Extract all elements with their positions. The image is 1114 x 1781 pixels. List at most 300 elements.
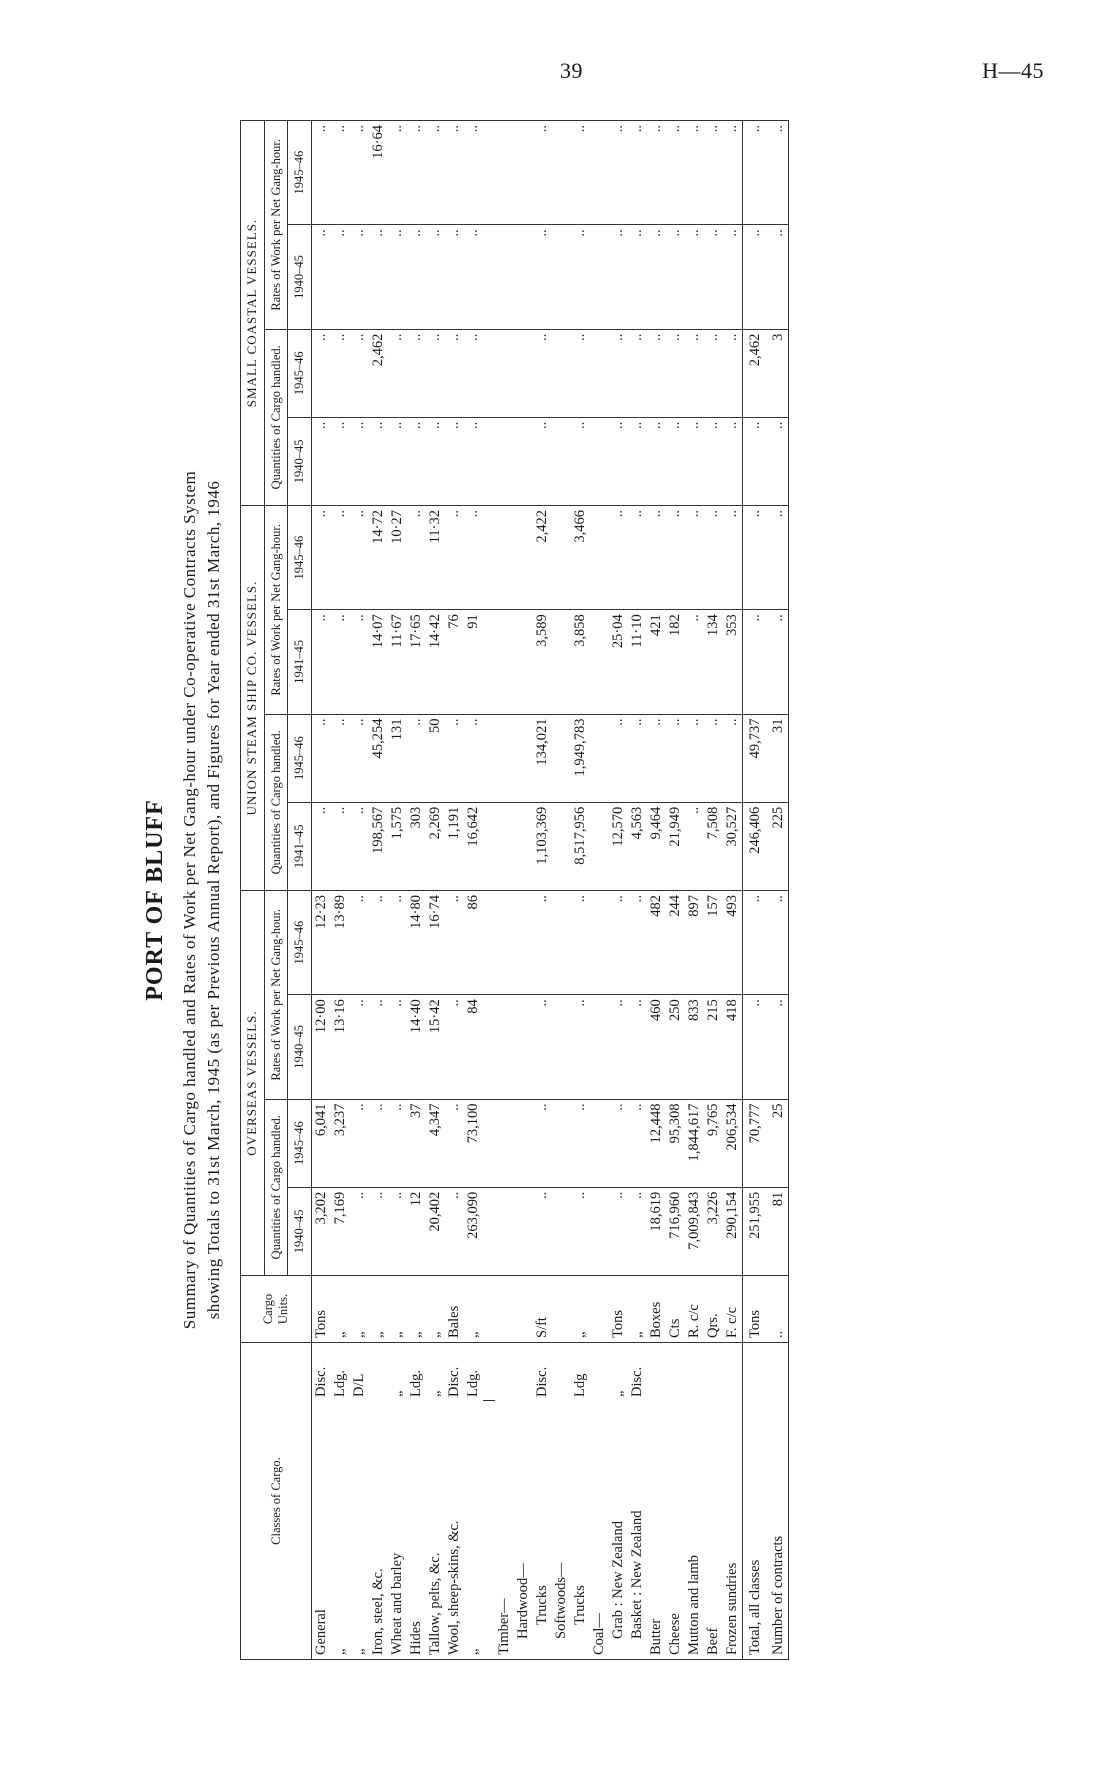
header-overseas: OVERSEAS VESSELS. <box>241 891 265 1276</box>
table-cell: .. <box>647 329 666 417</box>
table-row <box>495 121 514 1660</box>
table-cell: 14·80 <box>407 891 426 995</box>
table-cell <box>552 329 571 417</box>
handling-type <box>704 1343 723 1402</box>
cargo-unit: „ <box>369 1276 388 1343</box>
header-union-rate: Rates of Work per Net Gang-hour. <box>264 506 287 715</box>
cargo-class: Total, all classes <box>742 1401 765 1660</box>
table-cell: .. <box>609 891 628 995</box>
table-cell: 91 <box>464 610 483 714</box>
table-cell <box>590 506 609 610</box>
year-header: 1945–46 <box>288 329 311 417</box>
header-classes: Classes of Cargo. <box>241 1343 312 1660</box>
table-cell: .. <box>445 225 464 329</box>
table-cell <box>552 417 571 505</box>
table-cell: 2,462 <box>369 329 388 417</box>
cargo-unit: Boxes <box>647 1276 666 1343</box>
table-cell: 70,777 <box>742 1099 765 1187</box>
table-cell: .. <box>571 995 590 1099</box>
page-number: 39 <box>560 58 583 83</box>
table-cell: .. <box>765 995 789 1099</box>
table-cell: .. <box>331 802 350 890</box>
table-cell <box>590 225 609 329</box>
table-cell: .. <box>388 1099 407 1187</box>
table-cell: .. <box>742 506 765 610</box>
table-cell: 3,237 <box>331 1099 350 1187</box>
cargo-class: Number of contracts <box>765 1401 789 1660</box>
table-cell: 198,567 <box>369 802 388 890</box>
year-header: 1940–45 <box>288 1187 311 1275</box>
table-cell: .. <box>628 329 647 417</box>
table-cell: 3,589 <box>533 610 552 714</box>
table-cell: .. <box>388 891 407 995</box>
table-cell: .. <box>533 225 552 329</box>
table-cell: .. <box>571 329 590 417</box>
table-cell: 353 <box>723 610 743 714</box>
handling-type <box>723 1343 743 1402</box>
table-row <box>609 121 628 1660</box>
table-cell: .. <box>628 1187 647 1275</box>
table-cell <box>514 121 533 225</box>
cargo-unit: .. <box>765 1276 789 1343</box>
header-units: Cargo Units. <box>241 1276 312 1343</box>
table-cell: .. <box>628 225 647 329</box>
table-cell: 7,508 <box>704 802 723 890</box>
subtitle-line-1: Summary of Quantities of Cargo handled and Rates of Work per Net Gang-hour under Co-operative Contracts System <box>180 470 199 1330</box>
table-cell: .. <box>628 714 647 802</box>
handling-type <box>742 1343 765 1402</box>
table-cell: 418 <box>723 995 743 1099</box>
table-cell: .. <box>388 121 407 225</box>
cargo-unit: Bales <box>445 1276 464 1343</box>
cargo-unit: „ <box>388 1276 407 1343</box>
header-coastal: SMALL COASTAL VESSELS. <box>241 121 265 506</box>
table-cell: .. <box>369 891 388 995</box>
table-cell: 14·40 <box>407 995 426 1099</box>
table-row <box>704 121 723 1660</box>
table-cell: .. <box>685 121 704 225</box>
rotated-table-sheet <box>140 100 1040 1660</box>
table-cell: .. <box>685 329 704 417</box>
table-cell: .. <box>388 995 407 1099</box>
table-cell <box>514 225 533 329</box>
table-cell: .. <box>350 610 369 714</box>
table-cell: .. <box>609 714 628 802</box>
table-cell: .. <box>369 1187 388 1275</box>
table-cell: .. <box>311 329 331 417</box>
table-cell <box>514 610 533 714</box>
table-cell: 31 <box>765 714 789 802</box>
table-cell: 250 <box>666 995 685 1099</box>
table-cell: .. <box>350 802 369 890</box>
table-cell: .. <box>350 1187 369 1275</box>
table-row <box>533 121 552 1660</box>
table-cell: .. <box>609 995 628 1099</box>
cargo-class: „ <box>331 1401 350 1660</box>
table-row <box>765 121 789 1660</box>
table-cell <box>495 995 514 1099</box>
cargo-unit: Tons <box>311 1276 331 1343</box>
table-cell: .. <box>350 121 369 225</box>
table-cell: .. <box>704 121 723 225</box>
cargo-unit: Tons <box>609 1276 628 1343</box>
cargo-unit: R. c/c <box>685 1276 704 1343</box>
table-cell: 251,955 <box>742 1187 765 1275</box>
table-row <box>742 121 765 1660</box>
table-cell: .. <box>350 225 369 329</box>
cargo-class: Grab : New Zealand <box>609 1401 628 1660</box>
handling-type: Disc. <box>628 1343 647 1402</box>
table-cell: 2,422 <box>533 506 552 610</box>
table-cell <box>590 1099 609 1187</box>
table-cell: 246,406 <box>742 802 765 890</box>
table-cell: .. <box>331 610 350 714</box>
table-cell: .. <box>388 329 407 417</box>
table-cell: .. <box>628 506 647 610</box>
table-cell: .. <box>685 506 704 610</box>
table-cell: .. <box>571 891 590 995</box>
table-cell <box>495 121 514 225</box>
table-row <box>369 121 388 1660</box>
table-row <box>628 121 647 1660</box>
table-cell <box>552 1187 571 1275</box>
cargo-class: Basket : New Zealand <box>628 1401 647 1660</box>
table-cell: .. <box>647 121 666 225</box>
table-cell: 833 <box>685 995 704 1099</box>
table-cell: 182 <box>666 610 685 714</box>
table-cell: .. <box>742 995 765 1099</box>
table-cell: 3,226 <box>704 1187 723 1275</box>
table-cell: .. <box>311 802 331 890</box>
table-cell: 9,464 <box>647 802 666 890</box>
table-cell: .. <box>331 506 350 610</box>
table-cell: 50 <box>426 714 445 802</box>
table-cell: 12,570 <box>609 802 628 890</box>
cargo-class: Iron, steel, &c. <box>369 1401 388 1660</box>
table-cell <box>552 121 571 225</box>
table-cell: .. <box>571 121 590 225</box>
table-cell <box>552 891 571 995</box>
table-cell <box>590 121 609 225</box>
table-cell <box>590 1187 609 1275</box>
cargo-unit: „ <box>464 1276 483 1343</box>
table-cell: .. <box>533 1187 552 1275</box>
table-cell: .. <box>723 506 743 610</box>
cargo-class: Beef <box>704 1401 723 1660</box>
table-cell: .. <box>765 610 789 714</box>
table-cell: 73,100 <box>464 1099 483 1187</box>
header-overseas-qty: Quantities of Cargo handled. <box>264 1099 287 1275</box>
cargo-unit: S/ft <box>533 1276 552 1343</box>
table-cell <box>590 891 609 995</box>
subtitle-line-2: showing Totals to 31st March, 1945 (as per Previous Annual Report), and Figures for Year ended 31st March, 1946 <box>204 480 223 1320</box>
table-cell: .. <box>350 1099 369 1187</box>
handling-type: „ <box>609 1343 628 1402</box>
table-cell: 134 <box>704 610 723 714</box>
cargo-table <box>240 120 789 1660</box>
table-cell <box>495 610 514 714</box>
table-cell: .. <box>666 506 685 610</box>
table-cell <box>590 714 609 802</box>
cargo-class: Timber— <box>495 1401 514 1660</box>
table-cell: 421 <box>647 610 666 714</box>
table-cell: .. <box>533 1099 552 1187</box>
table-cell <box>514 891 533 995</box>
table-cell: .. <box>609 225 628 329</box>
table-cell: .. <box>331 329 350 417</box>
handling-type: Disc. <box>445 1343 464 1402</box>
table-cell: .. <box>331 121 350 225</box>
table-row <box>426 121 445 1660</box>
table-cell: 3,466 <box>571 506 590 610</box>
handling-type <box>647 1343 666 1402</box>
table-cell: .. <box>704 506 723 610</box>
table-row <box>571 121 590 1660</box>
table-cell <box>495 329 514 417</box>
table-cell: 716,960 <box>666 1187 685 1275</box>
table-row <box>311 121 331 1660</box>
table-cell: .. <box>685 802 704 890</box>
table-cell: 6,041 <box>311 1099 331 1187</box>
table-row <box>685 121 704 1660</box>
table-cell: .. <box>723 329 743 417</box>
year-header: 1945–46 <box>288 121 311 225</box>
table-cell: 303 <box>407 802 426 890</box>
table-row <box>666 121 685 1660</box>
year-header: 1945–46 <box>288 714 311 802</box>
table-cell: 15·42 <box>426 995 445 1099</box>
table-cell: .. <box>311 417 331 505</box>
table-cell: 13·16 <box>331 995 350 1099</box>
table-cell: .. <box>723 714 743 802</box>
table-cell: 95,308 <box>666 1099 685 1187</box>
cargo-unit: F. c/c <box>723 1276 743 1343</box>
table-cell: .. <box>407 417 426 505</box>
cargo-unit: Cts <box>666 1276 685 1343</box>
table-cell: .. <box>685 225 704 329</box>
table-cell: 244 <box>666 891 685 995</box>
table-row <box>407 121 426 1660</box>
table-cell: 2,462 <box>742 329 765 417</box>
table-cell: .. <box>311 225 331 329</box>
table-cell: .. <box>628 417 647 505</box>
table-cell: .. <box>426 417 445 505</box>
table-cell: .. <box>464 506 483 610</box>
table-cell: 12,448 <box>647 1099 666 1187</box>
table-row <box>464 121 483 1660</box>
table-cell: .. <box>609 1099 628 1187</box>
table-cell: .. <box>426 329 445 417</box>
table-cell: 16·74 <box>426 891 445 995</box>
table-cell <box>552 995 571 1099</box>
cargo-unit <box>514 1276 533 1343</box>
table-cell: 14·42 <box>426 610 445 714</box>
table-cell: 12·23 <box>311 891 331 995</box>
table-cell: 16,642 <box>464 802 483 890</box>
table-cell: .. <box>369 1099 388 1187</box>
table-cell: 2,269 <box>426 802 445 890</box>
table-cell: .. <box>311 610 331 714</box>
cargo-unit: Qrs. <box>704 1276 723 1343</box>
handling-type <box>514 1343 533 1402</box>
cargo-unit: „ <box>571 1276 590 1343</box>
table-cell: .. <box>388 417 407 505</box>
year-header: 1945–46 <box>288 891 311 995</box>
cargo-unit: „ <box>407 1276 426 1343</box>
handling-type: D/L <box>350 1343 369 1402</box>
table-cell <box>590 995 609 1099</box>
table-cell: .. <box>445 1099 464 1187</box>
table-cell: .. <box>445 995 464 1099</box>
table-cell: 16·64 <box>369 121 388 225</box>
year-header: 1945–46 <box>288 506 311 610</box>
table-cell: .. <box>609 329 628 417</box>
table-cell: 30,527 <box>723 802 743 890</box>
table-cell: .. <box>407 506 426 610</box>
table-cell: 460 <box>647 995 666 1099</box>
table-row <box>647 121 666 1660</box>
table-row <box>590 121 609 1660</box>
cargo-class: General <box>311 1401 331 1660</box>
handling-type: Ldg <box>571 1343 590 1402</box>
year-header: 1941–45 <box>288 610 311 714</box>
table-cell: 493 <box>723 891 743 995</box>
table-cell: .. <box>388 1187 407 1275</box>
table-cell: 12 <box>407 1187 426 1275</box>
table-cell: 3,202 <box>311 1187 331 1275</box>
table-cell <box>514 802 533 890</box>
table-cell: .. <box>723 417 743 505</box>
table-cell: .. <box>350 891 369 995</box>
table-cell: 13·89 <box>331 891 350 995</box>
table-row <box>483 121 495 1660</box>
table-cell: 37 <box>407 1099 426 1187</box>
table-cell: .. <box>445 891 464 995</box>
table-cell: .. <box>609 506 628 610</box>
table-cell: .. <box>464 417 483 505</box>
table-cell: .. <box>647 506 666 610</box>
table-cell <box>495 225 514 329</box>
cargo-class: Trucks <box>571 1401 590 1660</box>
table-cell: 1,844,617 <box>685 1099 704 1187</box>
table-cell: 157 <box>704 891 723 995</box>
table-cell: 49,737 <box>742 714 765 802</box>
table-cell: .. <box>407 225 426 329</box>
handling-type <box>552 1343 571 1402</box>
table-cell: .. <box>533 329 552 417</box>
table-cell: .. <box>704 225 723 329</box>
table-cell: 8,517,956 <box>571 802 590 890</box>
handling-type: Disc. <box>311 1343 331 1402</box>
table-cell <box>495 891 514 995</box>
table-cell: 9,765 <box>704 1099 723 1187</box>
table-cell: .. <box>407 329 426 417</box>
page-reference: H—45 <box>982 58 1044 83</box>
table-cell: 206,534 <box>723 1099 743 1187</box>
table-cell: .. <box>445 506 464 610</box>
cargo-class: Butter <box>647 1401 666 1660</box>
header-coastal-qty: Quantities of Cargo handled. <box>264 329 287 505</box>
table-cell: .. <box>445 417 464 505</box>
cargo-unit: „ <box>628 1276 647 1343</box>
header-union: UNION STEAM SHIP CO. VESSELS. <box>241 506 265 891</box>
handling-type: Ldg. <box>331 1343 350 1402</box>
table-cell: 81 <box>765 1187 789 1275</box>
cargo-class: Coal— <box>590 1401 609 1660</box>
table-cell: .. <box>742 891 765 995</box>
table-cell <box>552 506 571 610</box>
table-cell: .. <box>628 121 647 225</box>
table-cell: 84 <box>464 995 483 1099</box>
table-cell: 45,254 <box>369 714 388 802</box>
handling-type: „ <box>388 1343 407 1402</box>
table-cell: .. <box>369 225 388 329</box>
cargo-class: Mutton and lamb <box>685 1401 704 1660</box>
table-cell: .. <box>331 417 350 505</box>
table-cell: .. <box>369 995 388 1099</box>
table-cell: .. <box>533 417 552 505</box>
table-cell <box>590 329 609 417</box>
table-cell: .. <box>350 506 369 610</box>
table-cell: 25 <box>765 1099 789 1187</box>
table-cell: 3 <box>765 329 789 417</box>
table-cell: 1,191 <box>445 802 464 890</box>
handling-type <box>495 1343 514 1402</box>
table-cell: 14·72 <box>369 506 388 610</box>
year-header: 1945–46 <box>288 1099 311 1187</box>
table-cell <box>590 610 609 714</box>
table-cell: .. <box>609 1187 628 1275</box>
cargo-class: „ <box>464 1401 483 1660</box>
table-cell: .. <box>742 225 765 329</box>
table-cell: .. <box>685 714 704 802</box>
table-cell: 14·07 <box>369 610 388 714</box>
table-cell: .. <box>571 1099 590 1187</box>
table-cell: .. <box>742 610 765 714</box>
handling-type: „ <box>426 1343 445 1402</box>
table-cell: .. <box>704 329 723 417</box>
table-cell <box>514 995 533 1099</box>
table-cell: 11·10 <box>628 610 647 714</box>
table-cell <box>552 225 571 329</box>
table-cell <box>495 1187 514 1275</box>
table-cell: .. <box>571 225 590 329</box>
table-cell: 263,090 <box>464 1187 483 1275</box>
table-cell: .. <box>350 714 369 802</box>
table-cell: .. <box>445 121 464 225</box>
table-cell: .. <box>464 225 483 329</box>
table-cell: .. <box>311 714 331 802</box>
cargo-class: Trucks <box>533 1401 552 1660</box>
table-cell: .. <box>742 417 765 505</box>
table-cell: .. <box>609 417 628 505</box>
handling-type: Disc. <box>533 1343 552 1402</box>
table-cell: .. <box>445 714 464 802</box>
table-cell <box>514 417 533 505</box>
cargo-class: Wool, sheep-skins, &c. <box>445 1401 464 1660</box>
table-cell: .. <box>571 417 590 505</box>
table-cell: 86 <box>464 891 483 995</box>
table-cell: .. <box>647 225 666 329</box>
cargo-unit <box>495 1276 514 1343</box>
cargo-class: „ <box>350 1401 369 1660</box>
table-cell: .. <box>445 329 464 417</box>
table-cell: .. <box>331 714 350 802</box>
table-cell: 215 <box>704 995 723 1099</box>
table-cell: .. <box>350 995 369 1099</box>
cargo-class: Softwoods— <box>552 1401 571 1660</box>
table-row <box>331 121 350 1660</box>
